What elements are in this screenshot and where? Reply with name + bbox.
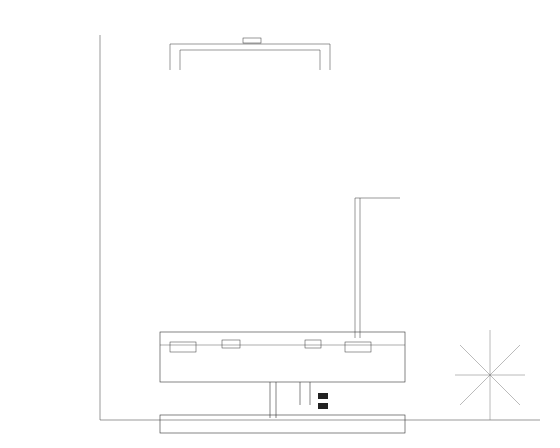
bottom-cabinet-box: [160, 415, 405, 433]
top-loop-inner: [180, 50, 320, 70]
basement-box: [318, 393, 328, 399]
substation-box: [160, 332, 405, 382]
top-loop: [170, 44, 330, 70]
top-panel-box: [243, 38, 261, 43]
